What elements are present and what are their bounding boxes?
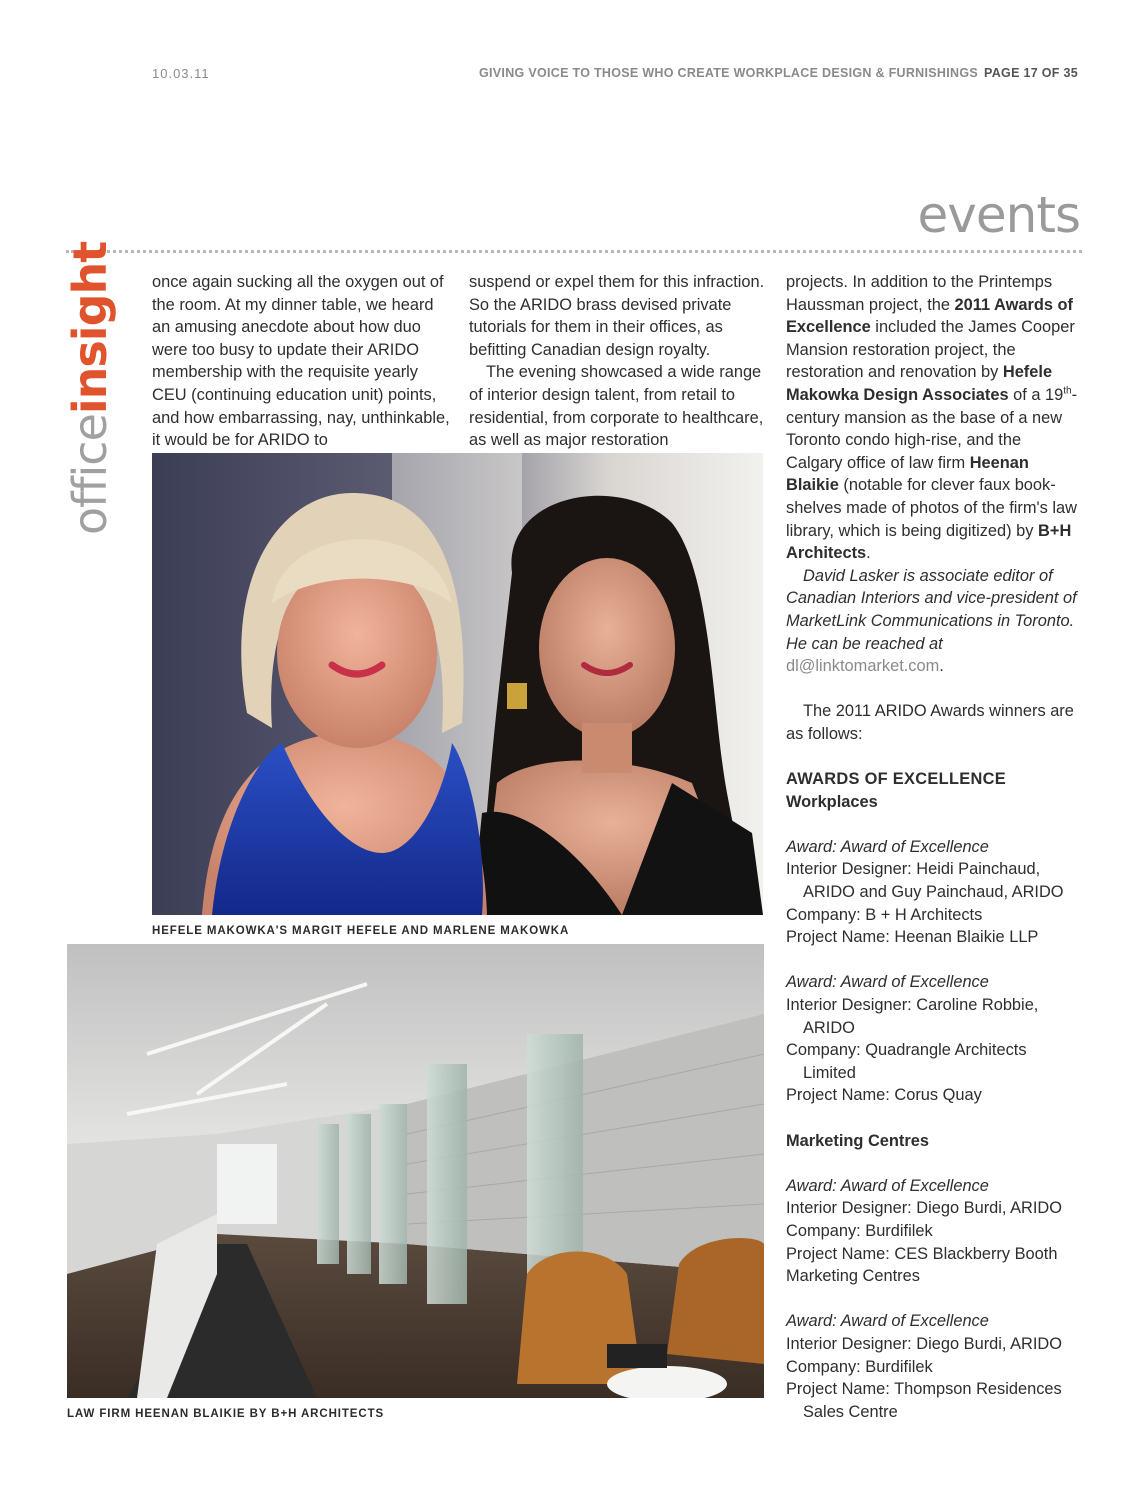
category-marketing-centres: Marketing Centres: [786, 1131, 930, 1150]
brand-insight: insight: [63, 241, 117, 415]
section-title: events: [917, 186, 1080, 244]
award-entry-3-company: Company: Burdifilek: [786, 1221, 933, 1240]
article-column-1: [152, 271, 452, 452]
award-entry-4-designer: Interior Designer: Diego Burdi, ARIDO: [786, 1334, 1063, 1353]
award-entry-2-project: Project Name: Corus Quay: [786, 1086, 982, 1105]
tagline-text: GIVING VOICE TO THOSE WHO CREATE WORKPLACE DESIGN & FURNISHINGS: [478, 66, 979, 80]
award-name-bold: 2011 Awards of Excellence: [786, 295, 1073, 337]
portrait-illustration: [152, 453, 763, 915]
winners-intro: The 2011 ARIDO Awards winners are as follows:: [786, 702, 1074, 743]
author-bio: David Lasker is associate editor of Canadian Interiors and vice-president of MarketLink Communications in Toronto. He can be reached at dl@linktomarket.com.: [786, 566, 1077, 676]
award-entry-3-project: Project Name: CES Blackberry Booth Marketing Centres: [786, 1244, 1058, 1286]
header-tagline: [479, 66, 1078, 80]
award-entry-2-company: Company: Quadrangle Architects Limited: [786, 1041, 1027, 1082]
photo-portrait-two-women: [152, 453, 763, 915]
award-entry-4-project: Project Name: Thompson Residences Sales Centre: [786, 1380, 1062, 1421]
photo-office-interior: [67, 944, 764, 1398]
photo-caption-portrait: HEFELE MAKOWKA'S MARGIT HEFELE AND MARLENE MAKOWKA: [152, 925, 570, 937]
interior-illustration: [67, 944, 764, 1398]
awards-heading: AWARDS OF EXCELLENCE: [786, 770, 1007, 789]
architect-bold: B+H Architects: [786, 521, 1072, 563]
article-column-2: [469, 271, 769, 452]
page-number: PAGE 17 OF 35: [984, 66, 1078, 80]
award-entry-2-designer: Interior Designer: Caroline Robbie, ARIDO: [786, 996, 1039, 1037]
issue-date: 10.03.11: [152, 66, 210, 81]
award-entry-3-designer: Interior Designer: Diego Burdi, ARIDO: [786, 1199, 1063, 1218]
award-entry-1-project: Project Name: Heenan Blaikie LLP: [786, 928, 1039, 947]
dotted-divider: [66, 250, 1082, 253]
award-entry-1-company: Company: B + H Architects: [786, 905, 983, 924]
award-entry-1-award: Award: Award of Excellence: [786, 837, 989, 856]
author-email-link[interactable]: dl@linktomarket.com: [786, 657, 940, 676]
brand-office: office: [63, 414, 117, 535]
column2-paragraph-2: The evening showcased a wide range of interior design talent, from retail to residential, from corporate to healthcare, as well as major restoration: [469, 363, 764, 450]
photo-caption-interior: LAW FIRM HEENAN BLAIKIE BY B+H ARCHITECTS: [67, 1408, 385, 1420]
column3-paragraph-1: projects. In addition to the Printemps Haussman project, the 2011 Awards of Excellence included the James Cooper Mansion restoration project, the restoration and renovation by Hefele Makowka Design Associates of a 19th-century mansion as the base of a new Toronto condo high-rise, and the Calgary office of law firm Heenan Blaikie (notable for clever faux book-shelves made of photos of the firm's law library, which is being digitized) by B+H Architects.: [786, 273, 1078, 563]
category-workplaces: Workplaces: [786, 792, 878, 811]
award-entry-3-award: Award: Award of Excellence: [786, 1176, 989, 1195]
firm-name-bold: Hefele Makowka Design Associates: [786, 363, 1053, 404]
column1-paragraph: once again sucking all the oxygen out of the room. At my dinner table, we heard an amusing anecdote about how duo were too busy to update their ARIDO membership with the requisite yearly CEU (continuing education unit) points, and how embarrassing, nay, unthinkable, it would be for ARIDO to: [152, 273, 450, 450]
column2-paragraph-1: suspend or expel them for this infraction. So the ARIDO brass devised private tutorials for them in their offices, as befitting Canadian design royalty.: [469, 273, 765, 359]
award-entry-4-company: Company: Burdifilek: [786, 1357, 933, 1376]
law-firm-bold: Heenan Blaikie: [786, 453, 1029, 495]
award-entry-4-award: Award: Award of Excellence: [786, 1312, 989, 1331]
article-column-3: [786, 271, 1082, 1423]
award-entry-2-award: Award: Award of Excellence: [786, 973, 989, 992]
brand-logo: [63, 242, 117, 535]
award-entry-1-designer: Interior Designer: Heidi Painchaud, ARIDO and Guy Painchaud, ARIDO: [786, 860, 1064, 902]
